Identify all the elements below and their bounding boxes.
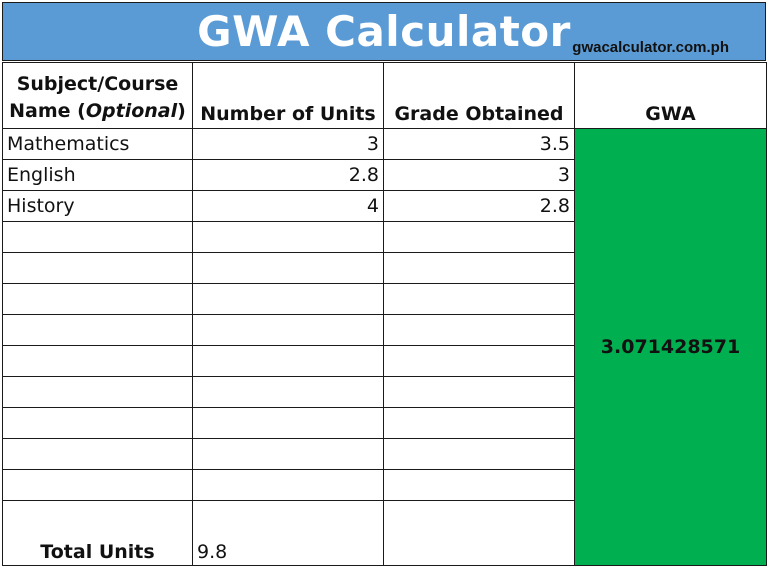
table-row bbox=[3, 129, 767, 160]
total-grade-cell bbox=[384, 501, 575, 566]
header-subject-optional: Optional bbox=[85, 100, 178, 122]
subject-cell[interactable]: English bbox=[3, 160, 193, 191]
subject-cell[interactable] bbox=[3, 377, 193, 408]
subject-cell[interactable] bbox=[3, 408, 193, 439]
grade-cell[interactable] bbox=[384, 470, 575, 501]
header-subject bbox=[3, 63, 193, 129]
header-row bbox=[3, 63, 767, 129]
subject-cell[interactable]: History bbox=[3, 191, 193, 222]
table-body bbox=[3, 129, 767, 566]
header-subject-line1: Subject/Course bbox=[16, 73, 179, 95]
header-units: Number of Units bbox=[193, 63, 384, 129]
grade-cell[interactable] bbox=[384, 408, 575, 439]
units-cell[interactable]: 4 bbox=[193, 191, 384, 222]
subject-cell[interactable] bbox=[3, 470, 193, 501]
page-title: GWA Calculator bbox=[197, 7, 571, 56]
subject-cell[interactable] bbox=[3, 222, 193, 253]
grade-cell[interactable] bbox=[384, 346, 575, 377]
header-subject-line2-suffix: ) bbox=[177, 100, 186, 122]
units-cell[interactable] bbox=[193, 346, 384, 377]
header-grade: Grade Obtained bbox=[384, 63, 575, 129]
header-subject-line2-prefix: Name ( bbox=[9, 100, 86, 122]
subject-cell[interactable] bbox=[3, 284, 193, 315]
units-cell[interactable]: 3 bbox=[193, 129, 384, 160]
header-gwa: GWA bbox=[575, 63, 767, 129]
gwa-result-cell: 3.071428571 bbox=[575, 129, 767, 566]
units-cell[interactable] bbox=[193, 470, 384, 501]
units-cell[interactable] bbox=[193, 439, 384, 470]
total-units-value: 9.8 bbox=[193, 501, 384, 566]
site-url: gwacalculator.com.ph bbox=[572, 39, 729, 56]
grade-cell[interactable]: 3 bbox=[384, 160, 575, 191]
gwa-table bbox=[2, 62, 767, 566]
title-banner bbox=[2, 2, 766, 61]
grade-cell[interactable] bbox=[384, 253, 575, 284]
grade-cell[interactable] bbox=[384, 377, 575, 408]
subject-cell[interactable]: Mathematics bbox=[3, 129, 193, 160]
grade-cell[interactable] bbox=[384, 439, 575, 470]
grade-cell[interactable] bbox=[384, 222, 575, 253]
grade-cell[interactable]: 3.5 bbox=[384, 129, 575, 160]
subject-cell[interactable] bbox=[3, 315, 193, 346]
units-cell[interactable] bbox=[193, 408, 384, 439]
subject-cell[interactable] bbox=[3, 253, 193, 284]
units-cell[interactable] bbox=[193, 222, 384, 253]
grade-cell[interactable]: 2.8 bbox=[384, 191, 575, 222]
total-units-label: Total Units bbox=[3, 501, 193, 566]
subject-cell[interactable] bbox=[3, 439, 193, 470]
units-cell[interactable] bbox=[193, 315, 384, 346]
units-cell[interactable] bbox=[193, 253, 384, 284]
subject-cell[interactable] bbox=[3, 346, 193, 377]
units-cell[interactable] bbox=[193, 284, 384, 315]
units-cell[interactable]: 2.8 bbox=[193, 160, 384, 191]
grade-cell[interactable] bbox=[384, 284, 575, 315]
grade-cell[interactable] bbox=[384, 315, 575, 346]
units-cell[interactable] bbox=[193, 377, 384, 408]
